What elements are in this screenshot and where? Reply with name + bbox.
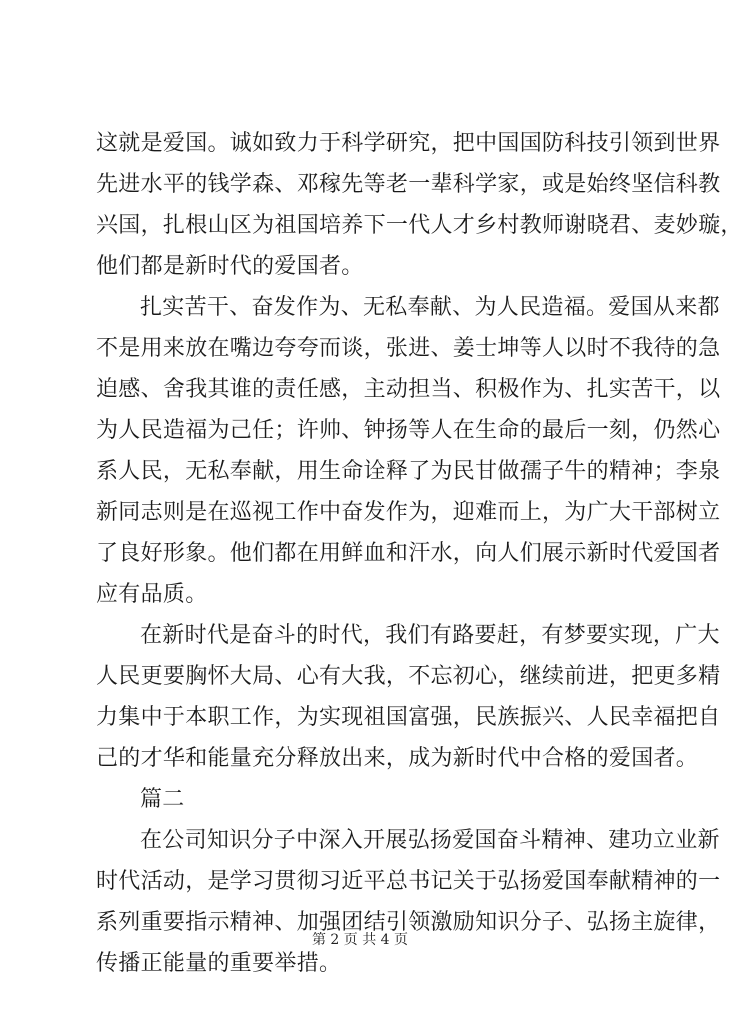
document-body — [96, 123, 743, 984]
text-line: 系列重要指示精神、加强团结引领激励知识分子、弘扬主旋律， — [96, 910, 721, 935]
text-line: 先进水平的钱学森、邓稼先等老一辈科学家，或是始终坚信科教 — [96, 172, 721, 197]
text-line: 应有品质。 — [96, 582, 208, 607]
text-line: 篇二 — [140, 787, 185, 812]
paragraph — [96, 820, 721, 984]
page-footer — [0, 930, 720, 950]
text-line: 扎实苦干、奋发作为、无私奉献、为人民造福。爱国从来都 — [140, 295, 720, 320]
text-line: 不是用来放在嘴边夸夸而谈，张进、姜士坤等人以时不我待的急 — [96, 336, 721, 361]
text-line: 在公司知识分子中深入开展弘扬爱国奋斗精神、建功立业新 — [140, 828, 720, 853]
page-number-label: 第 2 页 共 4 页 — [311, 932, 409, 948]
text-line: 迫感、舍我其谁的责任感，主动担当、积极作为、扎实苦干，以 — [96, 377, 721, 402]
text-line: 系人民，无私奉献，用生命诠释了为民甘做孺子牛的精神；李泉 — [96, 459, 721, 484]
text-line: 传播正能量的重要举措。 — [96, 951, 342, 976]
text-line: 人民更要胸怀大局、心有大我，不忘初心，继续前进，把更多精 — [96, 664, 721, 689]
text-line: 兴国，扎根山区为祖国培养下一代人才乡村教师谢晓君、麦妙璇， — [96, 213, 743, 238]
text-line: 新同志则是在巡视工作中奋发作为，迎难而上，为广大干部树立 — [96, 500, 721, 525]
text-line: 这就是爱国。诚如致力于科学研究，把中国国防科技引领到世界 — [96, 131, 721, 156]
text-line: 为人民造福为己任；许帅、钟扬等人在生命的最后一刻，仍然心 — [96, 418, 721, 443]
text-line: 力集中于本职工作，为实现祖国富强，民族振兴、人民幸福把自 — [96, 705, 721, 730]
paragraph — [96, 779, 644, 820]
paragraph — [96, 287, 721, 615]
text-line: 他们都是新时代的爱国者。 — [96, 254, 364, 279]
text-line: 时代活动，是学习贯彻习近平总书记关于弘扬爱国奉献精神的一 — [96, 869, 721, 894]
paragraph — [96, 615, 721, 779]
text-line: 在新时代是奋斗的时代，我们有路要赶，有梦要实现，广大 — [140, 623, 720, 648]
paragraph — [96, 123, 743, 287]
text-line: 了良好形象。他们都在用鲜血和汗水，向人们展示新时代爱国者 — [96, 541, 721, 566]
text-line: 己的才华和能量充分释放出来，成为新时代中合格的爱国者。 — [96, 746, 699, 771]
